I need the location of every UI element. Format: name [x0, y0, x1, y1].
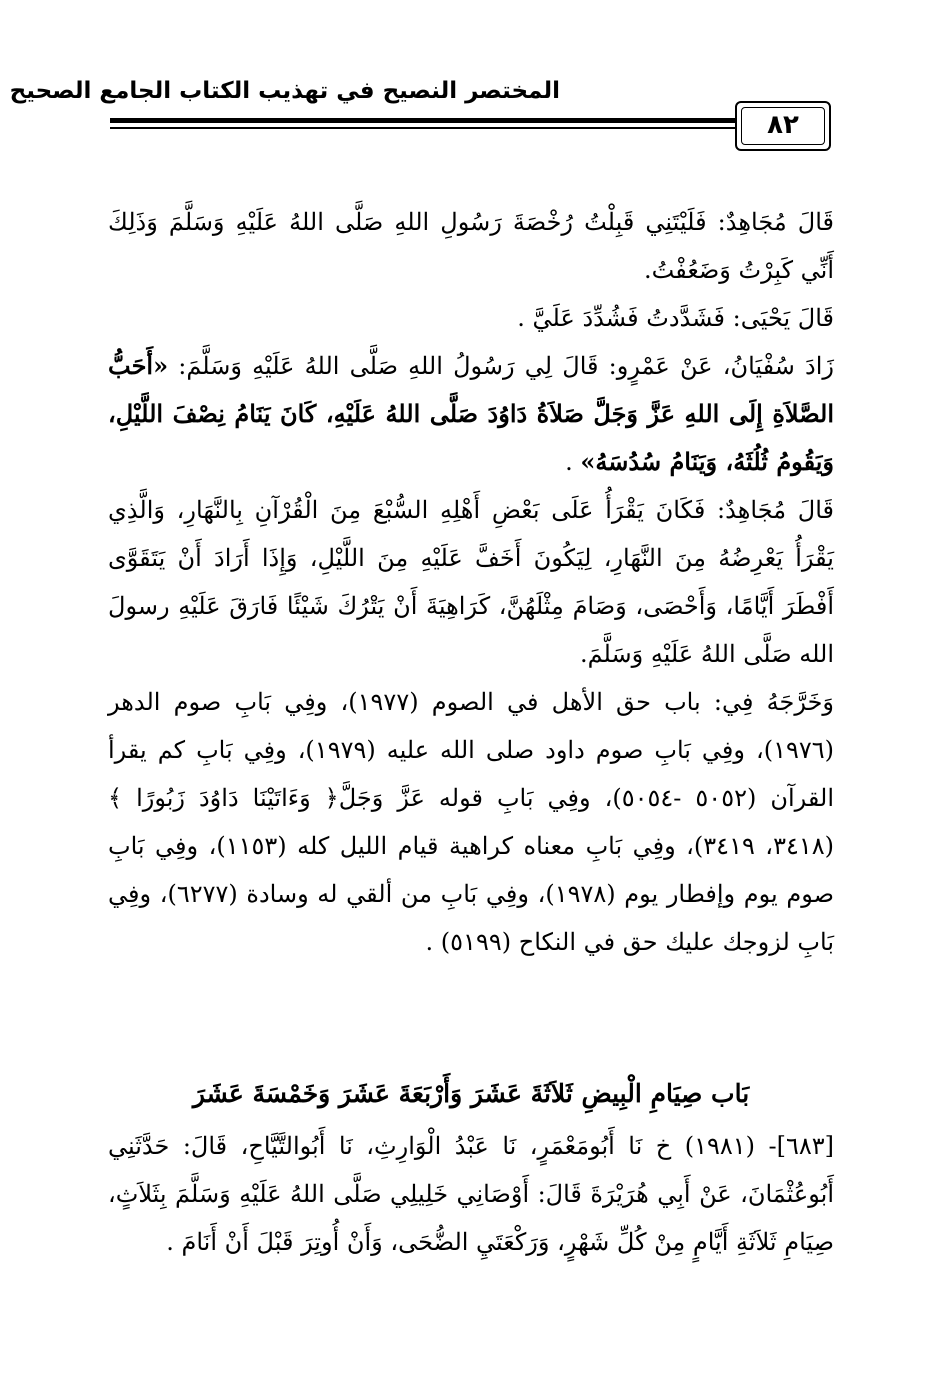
sufyan-end: .: [565, 448, 581, 476]
hadith-quote: «أَحَبُّ الصَّلاَةِ إِلَى اللهِ عَزَّ وَجَلَّ صَلاَةُ دَاوُدَ صَلَّى اللهُ عَلَيْهِ، كَانَ يَنَامُ نِصْفَ اللَّيْلِ، وَيَقُومُ ثُلُثَهُ، وَيَنَامُ سُدُسَهُ»: [108, 351, 834, 476]
main-text: [108, 198, 834, 966]
running-title: المختصر النصيح في تهذيب الكتاب الجامع الصحيح: [9, 78, 560, 104]
paragraph-yahya: قَالَ يَحْيَى: فَشَدَّدتُ فَشُدِّدَ عَلَيَّ .: [517, 304, 834, 332]
paragraph-takhrij: وَخَرَّجَهُ فِي: باب حق الأهل في الصوم (١٩٧٧)، وفِي بَابِ صوم الدهر (١٩٧٦)، وفِي بَابِ صوم داود صلى الله عليه (١٩٧٩)، وفِي بَابِ كم يقرأ القرآن (٥٠٥٢ -٥٠٥٤)، وفِي بَابِ قوله عَزَّ وَجَلَّ﴿ وَءَاتَيْنَا دَاوُدَ زَبُورًا ﴾ (٣٤١٨، ٣٤١٩)، وفِي بَابِ معناه كراهية قيام الليل كله (١١٥٣)، وفِي بَابِ صوم يوم وإفطار يوم (١٩٧٨)، وفِي بَابِ من ألقي له وسادة (٦٢٧٧)، وفِي بَابِ لزوجك عليك حق في النكاح (٥١٩٩) .: [108, 688, 834, 956]
sufyan-intro: زَادَ سُفْيَانُ، عَنْ عَمْرٍو: قَالَ لِي رَسُولُ اللهِ صَلَّى اللهُ عَلَيْهِ وَسَلَّمَ:: [168, 352, 834, 380]
header-rule-thick: [110, 118, 735, 123]
hadith-text: [108, 1122, 834, 1266]
paragraph-mujahid-2: قَالَ مُجَاهِدٌ: فَكَانَ يَقْرَأُ عَلَى بَعْضِ أَهْلِهِ السُّبْعَ مِنَ الْقُرْآنِ بِالنَّهَارِ، وَالَّذِي يَقْرَأُ يَعْرِضُهُ مِنَ النَّهَارِ، لِيَكُونَ أَخَفَّ عَلَيْهِ مِنَ اللَّيْلِ، وَإِذَا أَرَادَ أَنْ يَتَقَوَّى أَفْطَرَ أَيَّامًا، وَأَحْصَى، وَصَامَ مِثْلَهُنَّ، كَرَاهِيَةَ أَنْ يَتْرُكَ شَيْئًا فَارَقَ عَلَيْهِ رسولَ الله صَلَّى اللهُ عَلَيْهِ وَسَلَّمَ.: [108, 496, 834, 668]
paragraph-sufyan: [108, 342, 834, 486]
header-rule-thin: [110, 127, 735, 129]
paragraph-mujahid-1: قَالَ مُجَاهِدٌ: فَلَيْتَنِي قَبِلْتُ رُخْصَةَ رَسُولِ اللهِ صَلَّى اللهُ عَلَيْهِ وَسَلَّمَ وَذَلِكَ أَنِّي كَبِرْتُ وَضَعُفْتُ.: [108, 208, 834, 284]
chapter-heading: بَاب صِيَامِ الْبِيضِ ثَلاَثَةَ عَشَرَ وَأَرْبَعَةَ عَشَرَ وَخَمْسَةَ عَشَرَ: [192, 1079, 750, 1108]
page-number: ٨٢: [735, 101, 831, 151]
paragraph-hadith-683: [٦٨٣]- (١٩٨١) خ نَا أَبُومَعْمَرٍ، نَا عَبْدُ الْوَارِثِ، نَا أَبُوالتَّيَّاحِ، قَالَ: حَدَّثَنِي أَبُوعُثْمَانَ، عَنْ أَبِي هُرَيْرَةَ قَالَ: أَوْصَانِي خَلِيلِي صَلَّى اللهُ عَلَيْهِ وَسَلَّمَ بِثَلاَثٍ، صِيَامِ ثَلاَثَةِ أَيَّامٍ مِنْ كُلِّ شَهْرٍ، وَرَكْعَتَيِ الضُّحَى، وَأَنْ أُوتِرَ قَبْلَ أَنْ أَنَامَ .: [108, 1132, 835, 1256]
